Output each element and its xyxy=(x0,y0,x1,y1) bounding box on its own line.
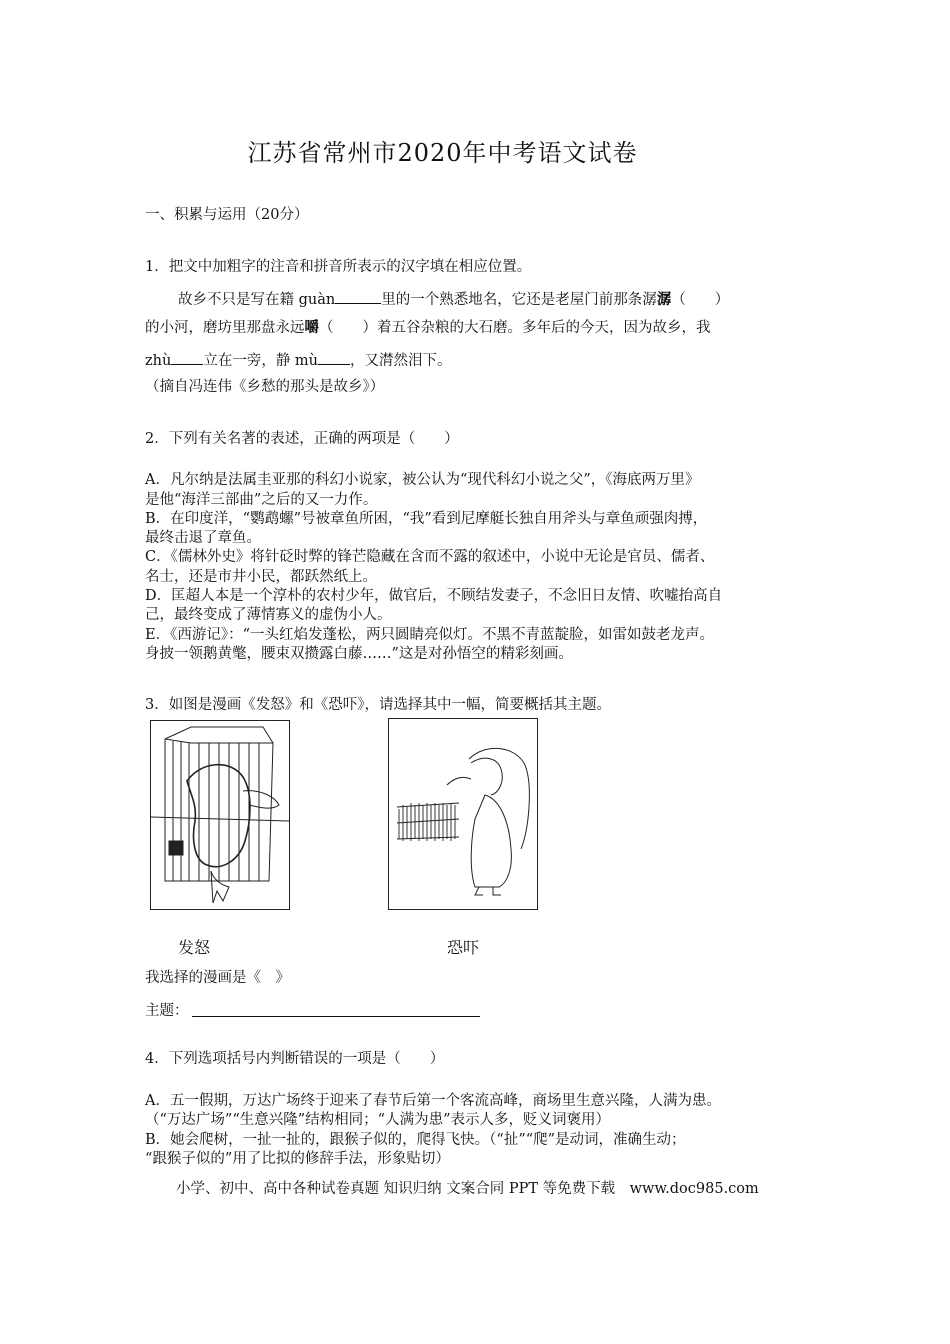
cartoon-intimidate-drawing xyxy=(389,719,537,909)
page-title: 江苏省常州市2020年中考语文试卷 xyxy=(247,139,638,167)
q1-line2-text-b: （ ）着五谷杂粮的大石磨。多年后的今天，因为故乡，我 xyxy=(319,320,711,336)
blank-guan[interactable] xyxy=(335,289,381,304)
q1-line1-paren[interactable]: （ ） xyxy=(671,292,730,308)
q1-line3-end: ，又潸然泪下。 xyxy=(350,353,452,369)
q1-line1-text-b: 里的一个熟悉地名，它还是老屋门前那条潺 xyxy=(381,292,657,308)
q2-line: E．《西游记》：“一头红焰发蓬松，两只圆睛亮似灯。不黑不青蓝靛脸，如雷如鼓老龙声。 xyxy=(145,627,714,643)
q1-source: （摘自冯连伟《乡愁的那头是故乡》） xyxy=(145,379,385,395)
q2-line: C．《儒林外史》将针砭时弊的锋芒隐藏在含而不露的叙述中，小说中无论是官员、儒者、 xyxy=(145,549,715,565)
q4-line: A．五一假期，万达广场终于迎来了春节后第一个客流高峰，商场里生意兴隆，人满为患。 xyxy=(145,1093,721,1109)
blank-mu[interactable] xyxy=(318,350,350,365)
bold-char-chan: 潺 xyxy=(656,291,672,308)
q1-stem: 1．把文中加粗字的注音和拼音所表示的汉字填在相应位置。 xyxy=(145,259,532,275)
q2-line: A．凡尔纳是法属圭亚那的科幻小说家，被公认为“现代科幻小说之父”，《海底两万里》 xyxy=(145,472,700,488)
section-heading: 一、积累与运用（20分） xyxy=(145,207,309,223)
q2-line: 身披一领鹅黄氅，腰束双攒露白藤……”这是对孙悟空的精彩刻画。 xyxy=(145,646,573,662)
q4-line: （“万达广场”“生意兴隆”结构相同；“人满为患”表示人多，贬义词褒用） xyxy=(145,1112,610,1128)
q3-choice[interactable]: 我选择的漫画是《 》 xyxy=(145,970,290,986)
q2-line: D．匡超人本是一个淳朴的农村少年，做官后，不顾结发妻子，不念旧日友情、吹嘘抬高自 xyxy=(145,588,723,604)
q2-line: 最终击退了章鱼。 xyxy=(145,530,261,546)
q4-line: “跟猴子似的”用了比拟的修辞手法，形象贴切） xyxy=(145,1151,450,1167)
q2-line: 名士，还是市井小民，都跃然纸上。 xyxy=(145,569,377,585)
footer-text: 小学、初中、高中各种试卷真题 知识归纳 文案合同 PPT 等免费下载 www.doc985.com xyxy=(176,1181,759,1197)
cartoon-anger-drawing xyxy=(151,721,289,909)
q1-line2 xyxy=(145,319,711,337)
caption-anger: 发怒 xyxy=(178,938,211,957)
q1-line1 xyxy=(178,289,729,309)
q3-theme-answer-line[interactable] xyxy=(192,1016,480,1017)
q1-line3-text: 立在一旁，静 mù xyxy=(203,353,319,369)
q2-line: 己，最终变成了薄情寡义的虚伪小人。 xyxy=(145,607,392,623)
q3-theme-label: 主题： xyxy=(145,1003,189,1019)
q4-stem: 4．下列选项括号内判断错误的一项是（ ） xyxy=(145,1051,445,1067)
q1-line1-text-a: 故乡不只是写在籍 guàn xyxy=(178,292,336,308)
q1-line2-text-a: 的小河，磨坊里那盘永远 xyxy=(145,320,305,336)
q3-stem: 3．如图是漫画《发怒》和《恐吓》，请选择其中一幅，简要概括其主题。 xyxy=(145,697,611,713)
q2-line: B．在印度洋，“鹦鹉螺”号被章鱼所困，“我”看到尼摩艇长独自用斧头与章鱼顽强肉搏， xyxy=(145,511,708,527)
cartoon-anger-image xyxy=(150,720,290,910)
q4-line: B．她会爬树，一扯一扯的，跟猴子似的，爬得飞快。（“扯”“爬”是动词，准确生动； xyxy=(145,1132,686,1148)
cartoon-intimidate-image xyxy=(388,718,538,910)
blank-zhu[interactable] xyxy=(171,350,203,365)
bold-char-jiao: 嚼 xyxy=(304,319,319,336)
caption-intimidate: 恐吓 xyxy=(447,938,480,957)
q1-line3 xyxy=(145,350,452,370)
q2-line: 是他“海洋三部曲”之后的又一力作。 xyxy=(145,492,378,508)
q1-line3-pinyin-zhu: zhù xyxy=(145,353,172,369)
q2-stem: 2．下列有关名著的表述，正确的两项是（ ） xyxy=(145,431,459,447)
